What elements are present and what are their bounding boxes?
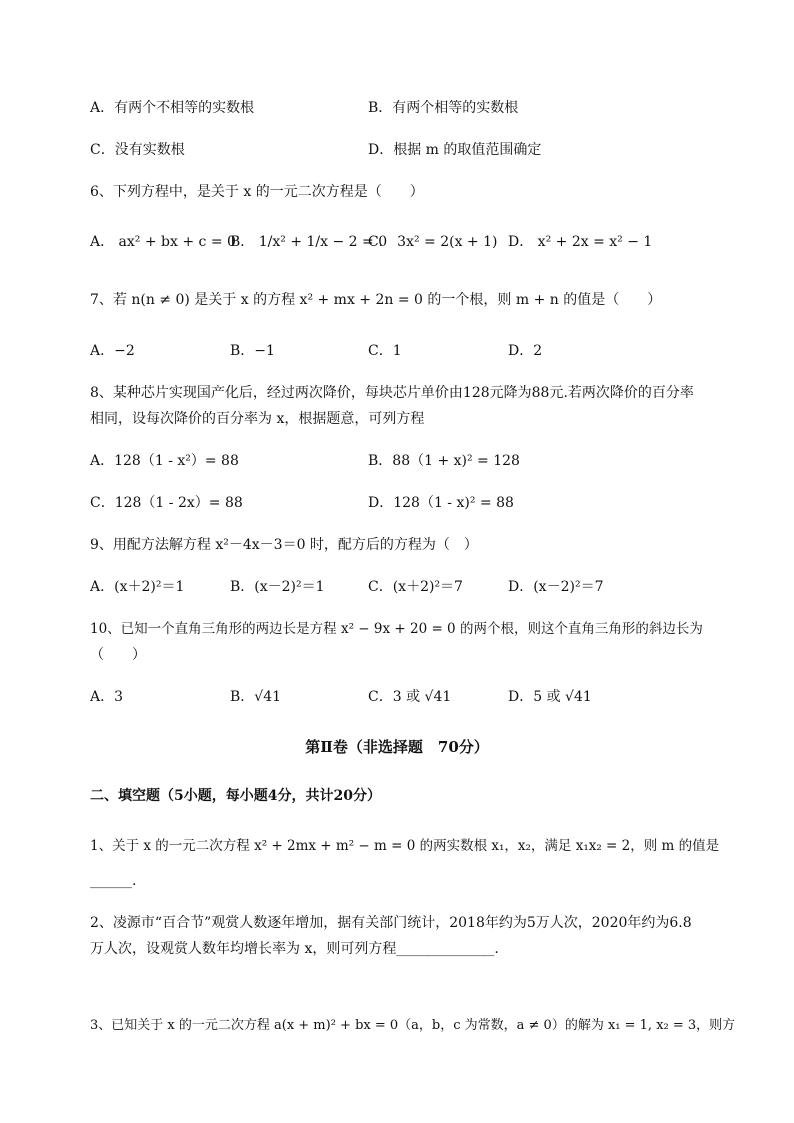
q8-stem-line2: 相同，设每次降价的百分率为 x，根据题意，可列方程 (90, 411, 425, 427)
q10-stem-line2: （ ） (90, 647, 146, 663)
q6-option-d: D． x² + 2x = x² − 1 (508, 234, 653, 250)
q5-option-b: B．有两个相等的实数根 (368, 100, 519, 116)
fill2-line1: 2、凌源市“百合节”观赏人数逐年增加，据有关部门统计，2018年约为5万人次，2020年约为6.8 (90, 915, 692, 931)
q8-option-b: B．88（1 + x)² = 128 (368, 453, 520, 469)
section-title: 第Ⅱ卷（非选择题 70分） (305, 738, 489, 756)
q7-option-b: B．−1 (230, 343, 275, 359)
section-heading: 二、填空题（5小题，每小题4分，共计20分） (90, 788, 381, 804)
q10-stem-line1: 10、已知一个直角三角形的两边长是方程 x² − 9x + 20 = 0 的两个根，则这个直角三角形的斜边长为 (90, 621, 703, 637)
q9-option-a: A．(x＋2)²＝1 (90, 579, 185, 595)
fill1-line2: ______. (90, 873, 137, 889)
fill2-line2: 万人次，设观赏人数年均增长率为 x，则可列方程______________. (90, 941, 499, 957)
q10-option-d: D．5 或 √41 (508, 689, 592, 705)
q6-option-c: C． 3x² = 2(x + 1) (368, 234, 498, 250)
q5-option-c: C．没有实数根 (90, 142, 185, 158)
q8-option-c: C．128（1 - 2x）= 88 (90, 495, 243, 511)
q9-option-b: B．(x－2)²＝1 (230, 579, 325, 595)
q6-option-b: B． 1/x² + 1/x − 2 = 0 (230, 234, 388, 250)
q7-option-c: C．1 (368, 343, 402, 359)
q8-stem-line1: 8、某种芯片实现国产化后，经过两次降价，每块芯片单价由128元降为88元.若两次降价的百分率 (90, 385, 694, 401)
q10-option-c: C．3 或 √41 (368, 689, 452, 705)
q9-stem: 9、用配方法解方程 x²－4x－3＝0 时，配方后的方程为（ ） (90, 537, 478, 553)
q9-option-c: C．(x＋2)²＝7 (368, 579, 463, 595)
fill1-line1: 1、关于 x 的一元二次方程 x² + 2mx + m² − m = 0 的两实数根 x₁，x₂，满足 x₁x₂ = 2，则 m 的值是 (90, 838, 720, 854)
q9-option-d: D．(x－2)²＝7 (508, 579, 604, 595)
q10-option-a: A．3 (90, 689, 124, 705)
q8-option-a: A．128（1 - x²）= 88 (90, 453, 239, 469)
q8-option-d: D．128（1 - x)² = 88 (368, 495, 514, 511)
q10-option-b: B．√41 (230, 689, 282, 705)
q5-option-a: A．有两个不相等的实数根 (90, 100, 255, 116)
q7-option-a: A．−2 (90, 343, 135, 359)
q6-stem: 6、下列方程中，是关于 x 的一元二次方程是（ ） (90, 184, 424, 200)
q5-option-d: D．根据 m 的取值范围确定 (368, 142, 542, 158)
q7-option-d: D．2 (508, 343, 543, 359)
fill3-line1: 3、已知关于 x 的一元二次方程 a(x + m)² + bx = 0（a，b，c 为常数，a ≠ 0）的解为 x₁ = 1, x₂ = 3，则方 (90, 1018, 736, 1033)
q7-stem: 7、若 n(n ≠ 0) 是关于 x 的方程 x² + mx + 2n = 0 的一个根，则 m + n 的值是（ ） (90, 292, 662, 308)
q6-option-a: A． ax² + bx + c = 0 (90, 234, 236, 250)
